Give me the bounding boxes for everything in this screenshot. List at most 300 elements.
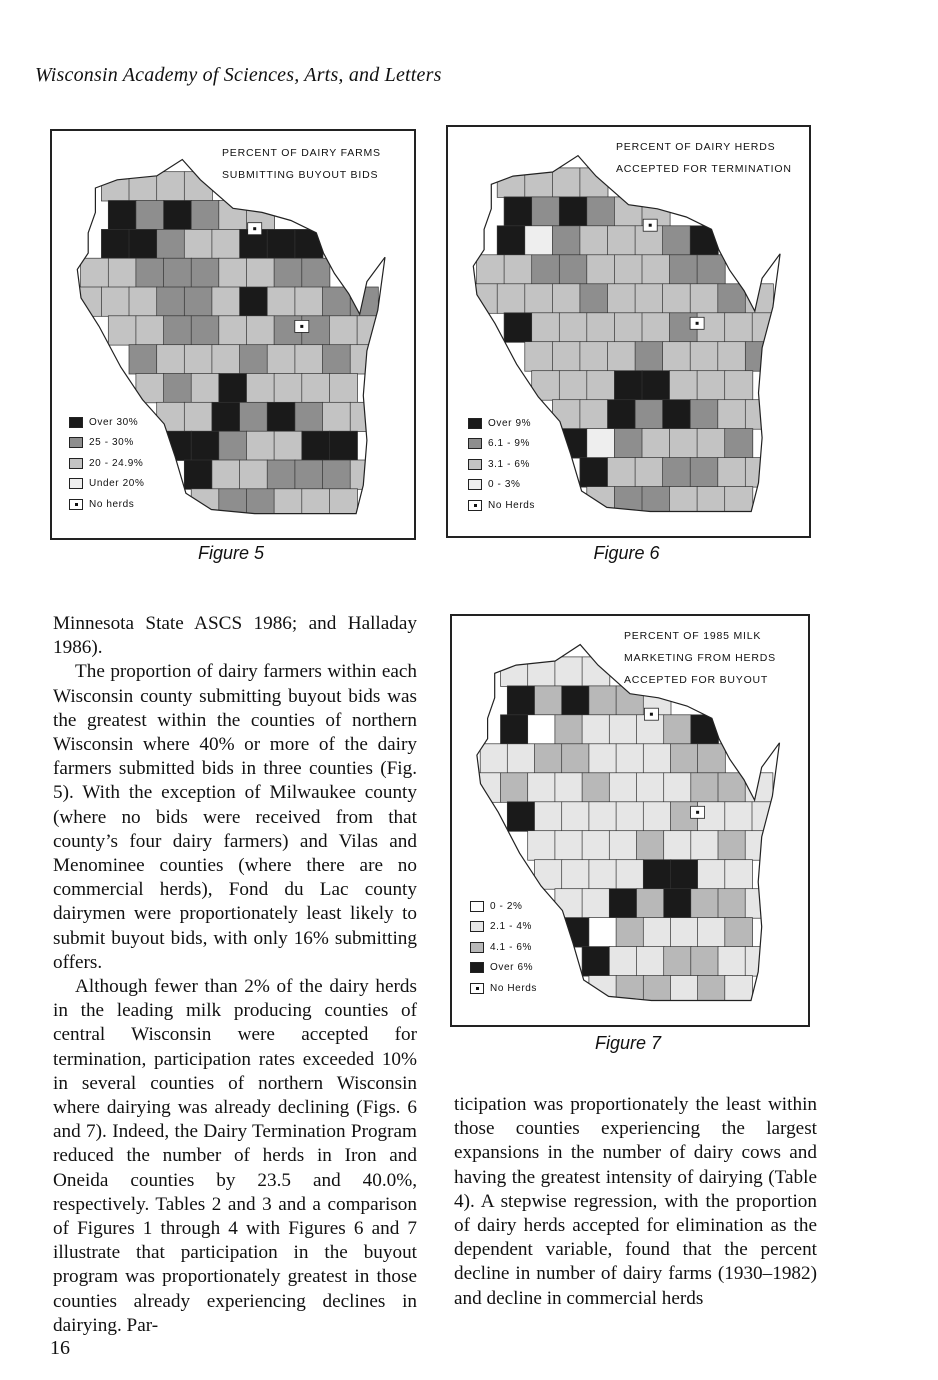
county-shape: [608, 458, 636, 488]
county-shape: [690, 226, 718, 256]
legend-item: [69, 412, 144, 433]
county-shape: [528, 715, 556, 745]
county-shape: [718, 342, 746, 372]
county-shape: [329, 316, 357, 345]
county-shape: [184, 287, 212, 316]
legend-label: 0 - 3%: [488, 479, 521, 491]
county-shape: [691, 773, 719, 803]
county-shape: [108, 201, 136, 230]
page-number: 16: [50, 1337, 70, 1359]
title-line: PERCENT OF DAIRY HERDS: [616, 141, 776, 153]
county-shape: [608, 284, 636, 314]
county-shape: [501, 715, 529, 745]
county-shape: [295, 287, 323, 316]
county-shape: [480, 744, 508, 774]
county-shape: [718, 831, 746, 861]
legend-label: Over 6%: [490, 962, 534, 974]
county-shape: [108, 258, 136, 287]
county-shape: [267, 229, 295, 258]
county-shape: [589, 802, 617, 832]
county-shape: [129, 229, 157, 258]
legend-swatch: [470, 901, 484, 912]
legend-label: 4.1 - 6%: [490, 941, 533, 953]
title-line: MARKETING FROM HERDS: [624, 652, 776, 664]
figure-6-title: [616, 136, 792, 180]
county-shape: [247, 258, 275, 287]
paragraph: Minnesota State ASCS 1986; and Halladay 1986).: [53, 613, 417, 659]
county-shape: [725, 313, 753, 343]
county-shape: [108, 316, 136, 345]
no-herds-dot: [649, 224, 652, 227]
county-shape: [562, 744, 590, 774]
county-shape: [663, 458, 691, 488]
county-shape: [608, 342, 636, 372]
county-shape: [240, 460, 268, 489]
county-shape: [157, 287, 185, 316]
county-shape: [267, 460, 295, 489]
county-shape: [614, 371, 642, 401]
no-herds-dot: [300, 325, 303, 328]
county-shape: [663, 342, 691, 372]
county-shape: [191, 489, 219, 518]
county-shape: [670, 255, 698, 284]
figure-7-map: [450, 614, 810, 1027]
county-shape: [718, 947, 746, 977]
legend-label: Over 9%: [488, 417, 532, 429]
county-shape: [535, 802, 563, 832]
county-shape: [532, 313, 560, 343]
county-shape: [555, 715, 583, 745]
county-shape: [663, 226, 691, 256]
county-shape: [240, 345, 268, 374]
county-shape: [212, 460, 240, 489]
no-herds-dot: [253, 227, 256, 230]
county-shape: [559, 313, 587, 343]
county-shape: [616, 976, 644, 1006]
left-column-text: [53, 612, 417, 1338]
county-shape: [664, 715, 692, 745]
county-shape: [507, 686, 535, 716]
county-shape: [635, 284, 663, 314]
county-shape: [295, 402, 323, 431]
county-shape: [637, 773, 665, 803]
legend-swatch: [468, 459, 482, 470]
county-shape: [643, 860, 671, 890]
county-shape: [240, 402, 268, 431]
county-shape: [671, 744, 699, 774]
legend-swatch: [470, 962, 484, 973]
county-shape: [302, 258, 330, 287]
county-shape: [725, 429, 753, 459]
county-shape: [663, 284, 691, 314]
county-shape: [532, 371, 560, 401]
legend-label: Over 30%: [89, 416, 139, 428]
paragraph: The proportion of dairy farmers within each Wisconsin county submitting buyout bids was the greatest within the counties of northern Wisconsin where 40% or more of the dairy farmers submitted bids in three counties (Fig. 5). With the exception of Milwaukee county (where no bids were received from that county’s four dairy farmers) and Vilas and Menominee counties (where there are no commercial herds), Fond du Lac county dairymen were proportionately least likely to submit buyout bids, with only 16% submitting offers.: [53, 661, 417, 973]
county-shape: [136, 258, 164, 287]
county-shape: [698, 918, 726, 948]
county-shape: [157, 229, 185, 258]
legend-swatch: [69, 458, 83, 469]
running-head: Wisconsin Academy of Sciences, Arts, and Letters: [35, 64, 442, 86]
county-shape: [608, 226, 636, 256]
county-shape: [219, 201, 247, 230]
county-shape: [587, 197, 615, 227]
county-shape: [329, 374, 357, 403]
county-shape: [562, 802, 590, 832]
county-shape: [580, 226, 608, 256]
legend-label: No Herds: [490, 982, 538, 994]
county-shape: [614, 429, 642, 459]
county-shape: [587, 487, 615, 516]
legend-label: No Herds: [488, 499, 536, 511]
county-shape: [609, 889, 637, 919]
legend-swatch: [470, 983, 484, 994]
county-shape: [164, 201, 192, 230]
county-shape: [690, 284, 718, 314]
county-shape: [614, 255, 642, 284]
figure-5-map: [50, 129, 416, 540]
paragraph: Although fewer than 2% of the dairy herds in the leading milk producing counties of central Wisconsin were accepted for termination, participation rates exceeded 10% in several counties of northern Wisconsin where dairying was already declining (Figs. 6 and 7). Indeed, the Dairy Termination Program reduced the number of herds in Iron and Oneida counties by 23.5 and 40.0%, respectively. Tables 2 and 3 and a comparison of Figures 1 through 4 with Figures 6 and 7 illustrate that participation in the buyout program was proportionately greatest in those counties already experiencing declines in dairying. Par-: [53, 976, 417, 1336]
county-shape: [295, 460, 323, 489]
county-shape: [81, 258, 109, 287]
county-shape: [191, 431, 219, 460]
figure-6-caption: Figure 6: [593, 543, 660, 563]
county-shape: [302, 374, 330, 403]
county-shape: [691, 947, 719, 977]
legend-label: Under 20%: [89, 478, 145, 490]
legend-label: 3.1 - 6%: [488, 458, 531, 470]
county-shape: [501, 773, 529, 803]
county-shape: [507, 744, 535, 774]
figure-7-caption: Figure 7: [594, 1033, 662, 1053]
county-shape: [725, 802, 753, 832]
county-shape: [616, 744, 644, 774]
county-shape: [725, 860, 753, 890]
title-line: SUBMITTING BUYOUT BIDS: [222, 169, 379, 181]
county-shape: [497, 168, 525, 198]
county-shape: [664, 889, 692, 919]
county-shape: [555, 889, 583, 919]
legend-label: 0 - 2%: [490, 900, 523, 912]
county-shape: [637, 831, 665, 861]
county-shape: [555, 657, 583, 687]
county-shape: [552, 284, 580, 314]
county-shape: [477, 255, 505, 284]
county-shape: [589, 918, 617, 948]
county-shape: [212, 402, 240, 431]
county-shape: [101, 172, 129, 201]
county-shape: [582, 773, 610, 803]
legend-item: [69, 453, 144, 474]
county-shape: [587, 313, 615, 343]
county-shape: [552, 400, 580, 430]
legend-label: 20 - 24.9%: [89, 457, 144, 469]
figure-7-title: [624, 625, 776, 691]
county-shape: [670, 429, 698, 459]
county-shape: [501, 657, 529, 687]
county-shape: [582, 889, 610, 919]
county-shape: [528, 773, 556, 803]
county-shape: [552, 168, 580, 198]
county-shape: [697, 429, 725, 459]
county-shape: [697, 371, 725, 401]
legend-swatch: [470, 942, 484, 953]
county-shape: [504, 313, 532, 343]
county-shape: [643, 744, 671, 774]
legend-item: [470, 978, 537, 999]
county-shape: [752, 802, 780, 832]
county-shape: [718, 400, 746, 430]
county-shape: [497, 284, 525, 314]
county-shape: [663, 400, 691, 430]
county-shape: [587, 255, 615, 284]
county-shape: [643, 802, 671, 832]
county-shape: [616, 860, 644, 890]
county-shape: [587, 429, 615, 459]
county-shape: [212, 345, 240, 374]
county-shape: [532, 197, 560, 227]
county-shape: [267, 345, 295, 374]
no-herds-dot: [696, 322, 699, 325]
county-shape: [504, 255, 532, 284]
county-shape: [637, 947, 665, 977]
county-shape: [616, 918, 644, 948]
county-shape: [664, 831, 692, 861]
legend-item: [470, 896, 537, 917]
county-shape: [580, 458, 608, 488]
county-shape: [718, 458, 746, 488]
legend-item: [468, 434, 535, 455]
county-shape: [191, 201, 219, 230]
county-shape: [608, 400, 636, 430]
title-line: PERCENT OF 1985 MILK: [624, 630, 762, 642]
county-shape: [164, 258, 192, 287]
county-shape: [528, 831, 556, 861]
legend-label: 6.1 - 9%: [488, 438, 531, 450]
county-shape: [323, 345, 351, 374]
figure-5-caption: Figure 5: [197, 543, 265, 563]
county-shape: [580, 284, 608, 314]
county-shape: [219, 489, 247, 518]
county-shape: [664, 947, 692, 977]
county-shape: [535, 686, 563, 716]
county-shape: [219, 374, 247, 403]
legend-swatch: [468, 418, 482, 429]
county-shape: [525, 342, 553, 372]
county-shape: [589, 860, 617, 890]
county-shape: [589, 744, 617, 774]
county-shape: [559, 197, 587, 227]
county-shape: [504, 197, 532, 227]
legend-item: [69, 494, 144, 515]
county-shape: [497, 226, 525, 256]
county-shape: [745, 831, 773, 861]
county-shape: [614, 197, 642, 227]
county-shape: [295, 345, 323, 374]
county-shape: [580, 342, 608, 372]
county-shape: [562, 860, 590, 890]
county-shape: [473, 773, 501, 803]
county-shape: [635, 342, 663, 372]
county-shape: [535, 744, 563, 774]
county-shape: [642, 371, 670, 401]
county-shape: [136, 201, 164, 230]
county-shape: [562, 686, 590, 716]
county-shape: [329, 431, 357, 460]
county-shape: [725, 371, 753, 401]
county-shape: [212, 287, 240, 316]
county-shape: [240, 287, 268, 316]
figure-6-legend: [468, 413, 535, 516]
county-shape: [191, 374, 219, 403]
county-shape: [184, 229, 212, 258]
county-shape: [191, 316, 219, 345]
county-shape: [525, 284, 553, 314]
county-shape: [136, 316, 164, 345]
county-shape: [470, 284, 498, 314]
paragraph: ticipation was proportionately the least within those counties experiencing the largest expansions in the number of dairy cows and having the greatest intensity of dairying (Table 4). A stepwise regression, with the proportion of dairy herds accepted for elimination as the dependent variable, found that the percent decline in number of dairy farms (1930–1982) and decline in commercial herds: [454, 1094, 817, 1309]
title-line: ACCEPTED FOR BUYOUT: [624, 674, 769, 686]
county-shape: [609, 831, 637, 861]
legend-swatch: [468, 479, 482, 490]
legend-label: 25 - 30%: [89, 437, 134, 449]
county-shape: [535, 860, 563, 890]
county-shape: [164, 316, 192, 345]
county-shape: [589, 686, 617, 716]
county-shape: [219, 258, 247, 287]
county-shape: [274, 431, 302, 460]
title-line: ACCEPTED FOR TERMINATION: [616, 163, 792, 175]
county-shape: [219, 316, 247, 345]
county-shape: [637, 889, 665, 919]
county-shape: [136, 374, 164, 403]
legend-label: 2.1 - 4%: [490, 921, 533, 933]
legend-swatch: [69, 417, 83, 428]
county-shape: [323, 402, 351, 431]
figure-5-title: [222, 142, 381, 186]
county-shape: [635, 400, 663, 430]
county-shape: [247, 316, 275, 345]
legend-item: [69, 433, 144, 454]
county-shape: [350, 345, 378, 374]
county-shape: [580, 400, 608, 430]
county-shape: [587, 371, 615, 401]
county-shape: [247, 374, 275, 403]
county-shape: [129, 287, 157, 316]
county-shape: [525, 226, 553, 256]
county-shape: [274, 374, 302, 403]
county-shape: [184, 460, 212, 489]
county-shape: [745, 342, 773, 372]
county-shape: [74, 287, 102, 316]
county-shape: [357, 316, 385, 345]
county-shape: [582, 947, 610, 977]
county-shape: [247, 431, 275, 460]
legend-item: [468, 495, 535, 516]
county-shape: [555, 831, 583, 861]
county-shape: [552, 342, 580, 372]
county-shape: [559, 255, 587, 284]
legend-item: [470, 958, 537, 979]
figure-7-legend: [470, 896, 537, 999]
county-shape: [274, 258, 302, 287]
county-shape: [642, 429, 670, 459]
county-shape: [589, 976, 617, 1006]
county-shape: [129, 345, 157, 374]
county-shape: [184, 345, 212, 374]
county-shape: [555, 773, 583, 803]
county-shape: [616, 802, 644, 832]
county-shape: [295, 229, 323, 258]
county-shape: [643, 918, 671, 948]
county-shape: [690, 342, 718, 372]
legend-swatch: [468, 438, 482, 449]
figure-6-map: [446, 125, 811, 538]
legend-swatch: [470, 921, 484, 932]
county-shape: [725, 918, 753, 948]
county-shape: [157, 402, 185, 431]
county-shape: [609, 773, 637, 803]
county-shape: [559, 371, 587, 401]
county-shape: [718, 889, 746, 919]
county-shape: [212, 229, 240, 258]
county-shape: [164, 374, 192, 403]
county-shape: [698, 744, 726, 774]
legend-item: [69, 474, 144, 495]
county-shape: [582, 715, 610, 745]
county-shape: [635, 458, 663, 488]
legend-item: [470, 917, 537, 938]
county-shape: [609, 947, 637, 977]
legend-swatch: [468, 500, 482, 511]
county-shape: [552, 226, 580, 256]
county-shape: [690, 458, 718, 488]
county-shape: [219, 431, 247, 460]
legend-item: [468, 454, 535, 475]
county-shape: [691, 889, 719, 919]
county-shape: [642, 255, 670, 284]
figure-5-legend: [69, 412, 144, 515]
county-shape: [532, 255, 560, 284]
county-shape: [752, 313, 780, 343]
county-shape: [101, 287, 129, 316]
county-shape: [184, 402, 212, 431]
county-shape: [157, 172, 185, 201]
title-line: PERCENT OF DAIRY FARMS: [222, 147, 381, 159]
legend-swatch: [69, 478, 83, 489]
no-herds-dot: [650, 713, 653, 716]
county-shape: [507, 802, 535, 832]
county-shape: [690, 400, 718, 430]
county-shape: [698, 860, 726, 890]
no-herds-dot: [696, 811, 699, 814]
county-shape: [191, 258, 219, 287]
county-shape: [302, 431, 330, 460]
county-shape: [691, 831, 719, 861]
legend-swatch: [69, 499, 83, 510]
county-shape: [691, 715, 719, 745]
county-shape: [671, 860, 699, 890]
county-shape: [609, 715, 637, 745]
legend-label: No herds: [89, 498, 135, 510]
county-shape: [697, 255, 725, 284]
county-shape: [642, 313, 670, 343]
county-shape: [157, 345, 185, 374]
legend-item: [470, 937, 537, 958]
county-shape: [267, 402, 295, 431]
county-shape: [664, 773, 692, 803]
legend-item: [468, 475, 535, 496]
